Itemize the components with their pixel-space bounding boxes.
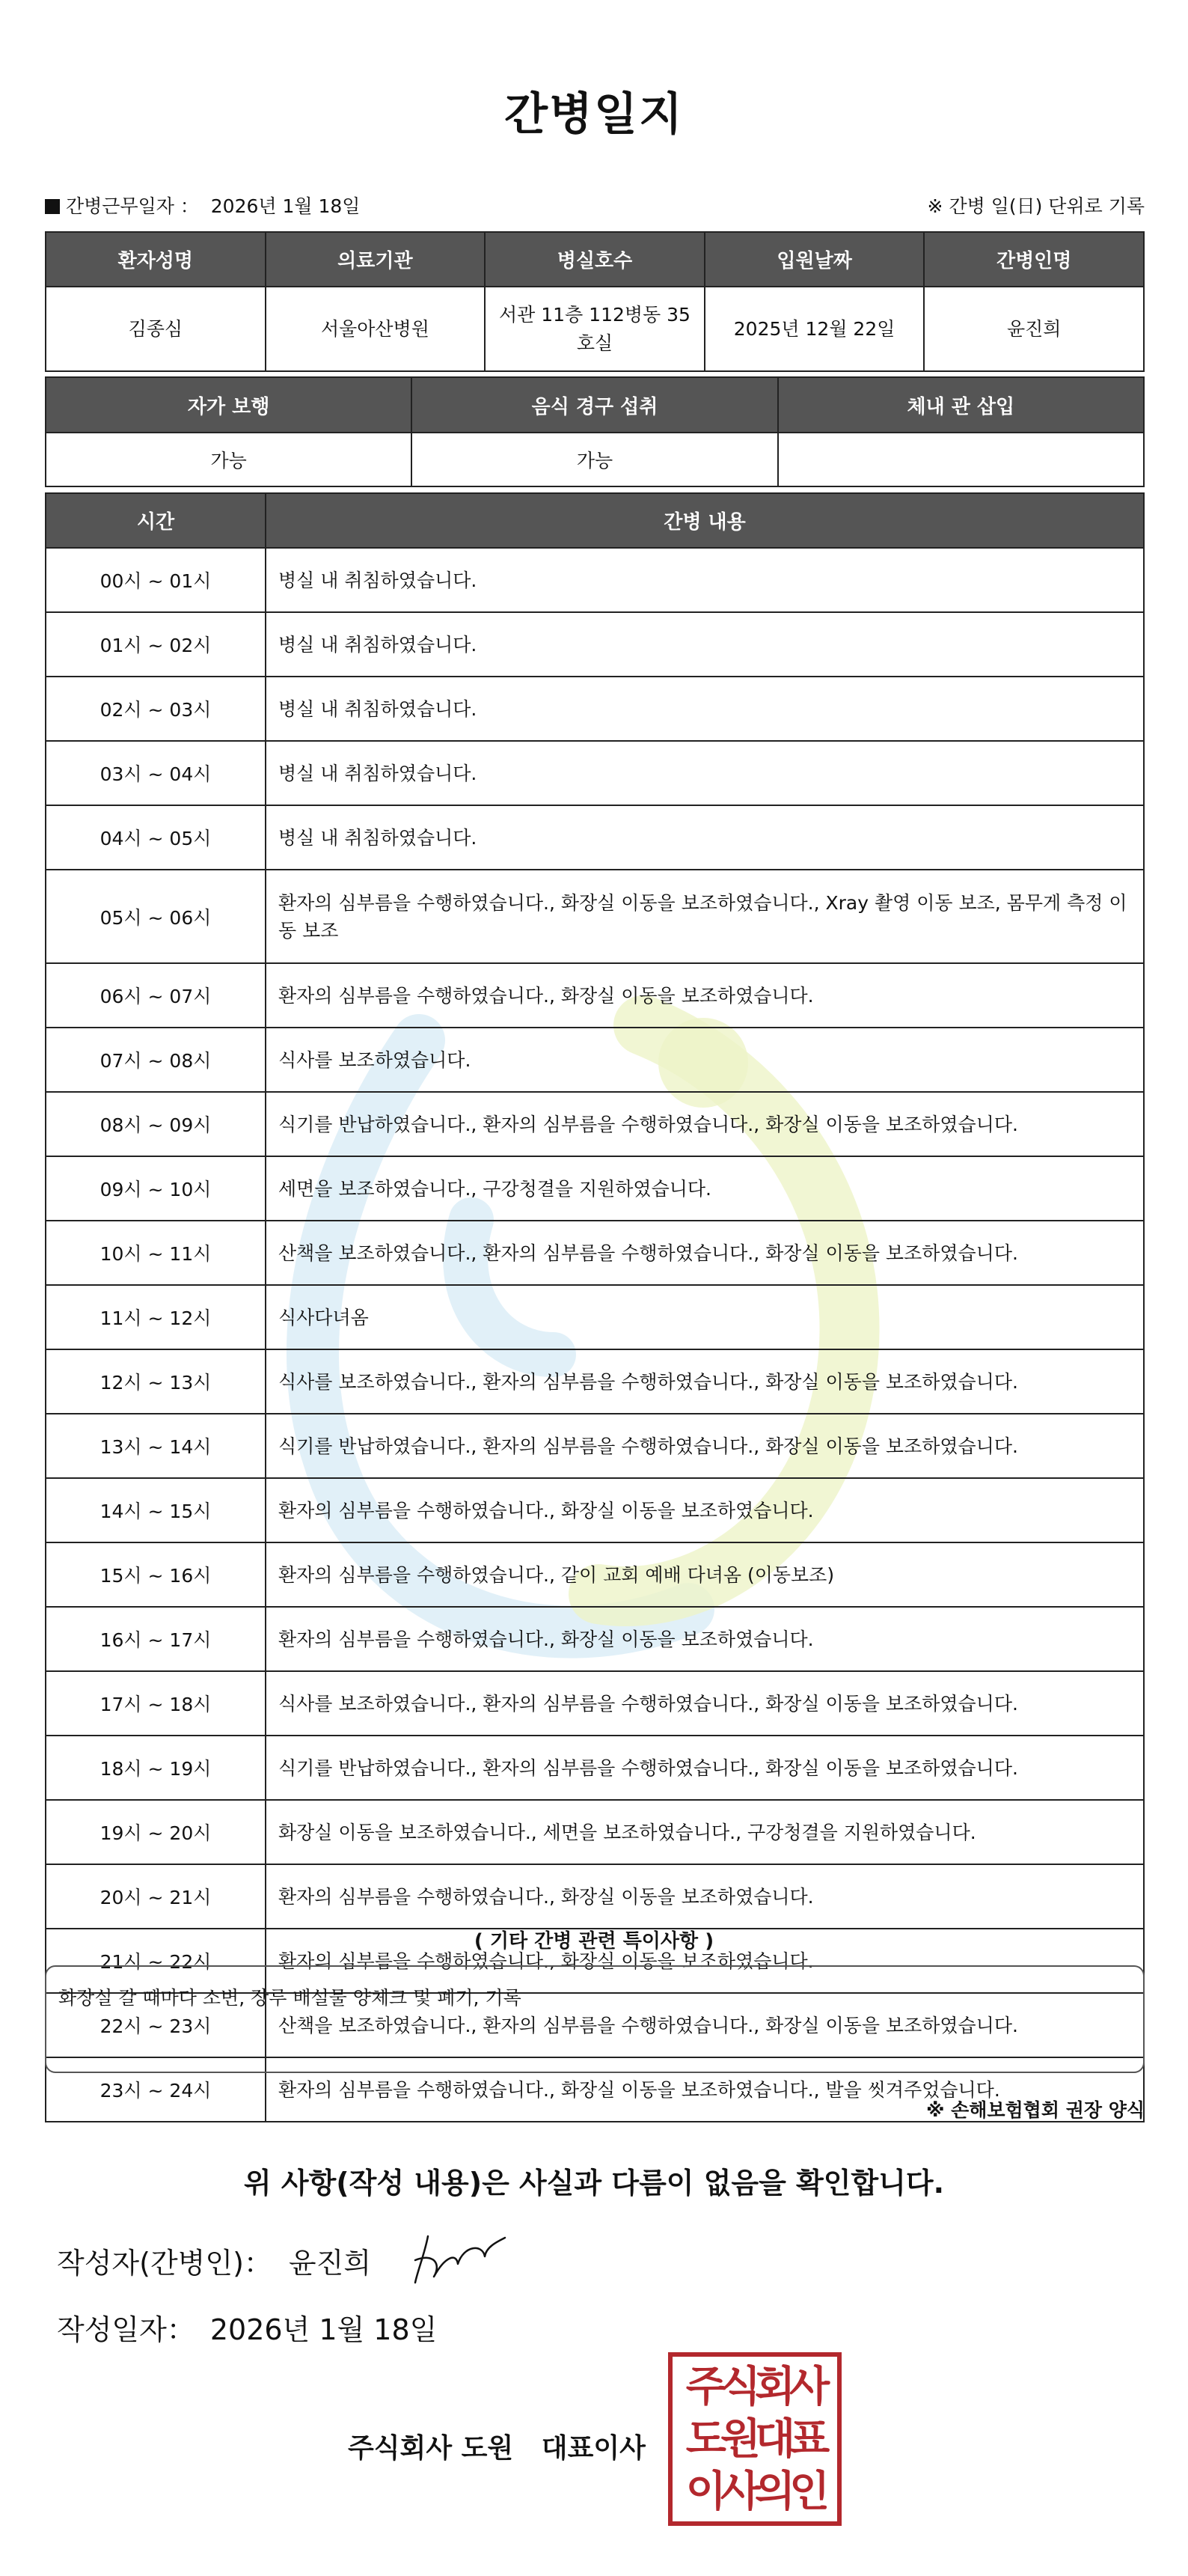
self-walking-header: 자가 보행 (46, 377, 411, 433)
log-row (46, 1349, 1144, 1414)
company-seal (668, 2352, 842, 2526)
log-time: 08시 ~ 09시 (46, 1092, 266, 1156)
company-signature: 주식회사 도원 대표이사 (348, 2433, 646, 2464)
log-time: 19시 ~ 20시 (46, 1800, 266, 1864)
seal-line: 주식회사 (685, 2363, 824, 2411)
log-time: 07시 ~ 08시 (46, 1028, 266, 1092)
seal-line: 이사의인 (685, 2467, 824, 2516)
log-content: 병실 내 취침하였습니다. (266, 548, 1144, 612)
special-notes-box: 화장실 갈 때마다 소변, 장루 배설물 양체크 및 폐기, 기록 (45, 1965, 1145, 2073)
caregiver: 윤진희 (924, 287, 1144, 371)
log-row (46, 1542, 1144, 1607)
log-row (46, 1607, 1144, 1671)
hospital: 서울아산병원 (266, 287, 486, 371)
room-header: 병실호수 (485, 232, 705, 287)
log-content: 식기를 반납하였습니다., 환자의 심부름을 수행하였습니다., 화장실 이동을 보조하였습니다. (266, 1092, 1144, 1156)
unit-note: ※ 간병 일(日) 단위로 기록 (927, 195, 1145, 217)
special-notes-caption: ( 기타 간병 관련 특이사항 ) (474, 1930, 714, 1953)
log-time: 18시 ~ 19시 (46, 1736, 266, 1800)
signature (411, 2230, 509, 2286)
log-time: 00시 ~ 01시 (46, 548, 266, 612)
log-row (46, 1864, 1144, 1929)
admission-date: 2025년 12월 22일 (705, 287, 925, 371)
log-content: 산책을 보조하였습니다., 환자의 심부름을 수행하였습니다., 화장실 이동을 보조하였습니다. (266, 1993, 1144, 2057)
writer-name: 윤진희 (288, 2247, 372, 2280)
room: 서관 11층 112병동 35호실 (485, 287, 705, 371)
square-bullet-icon (45, 199, 60, 214)
written-date-label: 작성일자： (57, 2313, 195, 2346)
work-date (45, 192, 360, 219)
log-time: 17시 ~ 18시 (46, 1671, 266, 1736)
log-row (46, 548, 1144, 612)
written-date-line (57, 2307, 437, 2348)
hospital-header: 의료기관 (266, 232, 486, 287)
log-content: 세면을 보조하였습니다., 구강청결을 지원하였습니다. (266, 1156, 1144, 1221)
time-header: 시간 (46, 493, 266, 548)
log-time: 10시 ~ 11시 (46, 1221, 266, 1285)
log-row (46, 1800, 1144, 1864)
writer-label: 작성자(간병인)： (57, 2247, 272, 2280)
log-time: 12시 ~ 13시 (46, 1349, 266, 1414)
status-table (45, 376, 1145, 487)
log-time: 20시 ~ 21시 (46, 1864, 266, 1929)
log-row (46, 1092, 1144, 1156)
tube-insertion-header: 체내 관 삽입 (778, 377, 1144, 433)
log-time: 13시 ~ 14시 (46, 1414, 266, 1478)
care-log-table (45, 492, 1145, 2122)
seal-line: 도원대표 (685, 2415, 824, 2464)
log-content: 식사를 보조하였습니다., 환자의 심부름을 수행하였습니다., 화장실 이동을 보조하였습니다. (266, 1349, 1144, 1414)
log-row (46, 963, 1144, 1028)
written-date: 2026년 1월 18일 (209, 2313, 438, 2346)
log-time: 11시 ~ 12시 (46, 1285, 266, 1349)
log-time: 01시 ~ 02시 (46, 612, 266, 677)
writer-line (57, 2240, 371, 2281)
patient-name-header: 환자성명 (46, 232, 266, 287)
log-row (46, 1285, 1144, 1349)
log-content: 병실 내 취침하였습니다. (266, 805, 1144, 870)
log-content: 환자의 심부름을 수행하였습니다., 화장실 이동을 보조하였습니다. (266, 1478, 1144, 1542)
log-time: 16시 ~ 17시 (46, 1607, 266, 1671)
log-row (46, 1221, 1144, 1285)
log-content: 환자의 심부름을 수행하였습니다., 화장실 이동을 보조하였습니다. (266, 1929, 1144, 1993)
patient-name: 김종심 (46, 287, 266, 371)
work-date-row (45, 192, 1145, 222)
tube-insertion (778, 433, 1144, 486)
patient-info-table (45, 231, 1145, 372)
log-content: 환자의 심부름을 수행하였습니다., 화장실 이동을 보조하였습니다. (266, 963, 1144, 1028)
log-content: 병실 내 취침하였습니다. (266, 741, 1144, 805)
care-log-body (46, 548, 1144, 2122)
log-row (46, 1414, 1144, 1478)
log-content: 산책을 보조하였습니다., 환자의 심부름을 수행하였습니다., 화장실 이동을 보조하였습니다. (266, 1221, 1144, 1285)
log-row (46, 1156, 1144, 1221)
log-content: 식사다녀옴 (266, 1285, 1144, 1349)
log-row (46, 1671, 1144, 1736)
log-row (46, 1736, 1144, 1800)
log-row (46, 870, 1144, 963)
log-time: 22시 ~ 23시 (46, 1993, 266, 2057)
log-content: 식사를 보조하였습니다. (266, 1028, 1144, 1092)
log-time: 21시 ~ 22시 (46, 1929, 266, 1993)
log-content: 환자의 심부름을 수행하였습니다., 같이 교회 예배 다녀옴 (이동보조) (266, 1542, 1144, 1607)
log-row (46, 612, 1144, 677)
admission-date-header: 입원날짜 (705, 232, 925, 287)
caregiver-header: 간병인명 (924, 232, 1144, 287)
log-time: 03시 ~ 04시 (46, 741, 266, 805)
log-row (46, 741, 1144, 805)
log-content: 식사를 보조하였습니다., 환자의 심부름을 수행하였습니다., 화장실 이동을 보조하였습니다. (266, 1671, 1144, 1736)
oral-intake: 가능 (411, 433, 777, 486)
log-row (46, 805, 1144, 870)
log-row (46, 1028, 1144, 1092)
recommendation-note: ※ 손해보험협회 권장 양식 (926, 2099, 1145, 2121)
work-date-label: 간병근무일자 ： (66, 195, 199, 217)
log-content: 환자의 심부름을 수행하였습니다., 화장실 이동을 보조하였습니다. (266, 1607, 1144, 1671)
log-time: 23시 ~ 24시 (46, 2057, 266, 2122)
log-time: 09시 ~ 10시 (46, 1156, 266, 1221)
self-walking: 가능 (46, 433, 411, 486)
log-content: 환자의 심부름을 수행하였습니다., 화장실 이동을 보조하였습니다. (266, 1864, 1144, 1929)
work-date-value: 2026년 1월 18일 (210, 195, 361, 217)
log-row (46, 677, 1144, 741)
log-time: 02시 ~ 03시 (46, 677, 266, 741)
confirmation-statement: 위 사항(작성 내용)은 사실과 다름이 없음을 확인합니다. (243, 2167, 945, 2200)
page-title: 간병일지 (504, 88, 684, 141)
log-content: 병실 내 취침하였습니다. (266, 612, 1144, 677)
oral-intake-header: 음식 경구 섭취 (411, 377, 777, 433)
content-header: 간병 내용 (266, 493, 1144, 548)
log-time: 05시 ~ 06시 (46, 870, 266, 963)
log-content: 병실 내 취침하였습니다. (266, 677, 1144, 741)
log-content: 식기를 반납하였습니다., 환자의 심부름을 수행하였습니다., 화장실 이동을 보조하였습니다. (266, 1414, 1144, 1478)
log-time: 04시 ~ 05시 (46, 805, 266, 870)
log-content: 환자의 심부름을 수행하였습니다., 화장실 이동을 보조하였습니다., 발을 씻겨주었습니다. (266, 2057, 1144, 2122)
log-time: 15시 ~ 16시 (46, 1542, 266, 1607)
log-row (46, 1478, 1144, 1542)
log-content: 식기를 반납하였습니다., 환자의 심부름을 수행하였습니다., 화장실 이동을 보조하였습니다. (266, 1736, 1144, 1800)
log-time: 06시 ~ 07시 (46, 963, 266, 1028)
log-content: 환자의 심부름을 수행하였습니다., 화장실 이동을 보조하였습니다., Xray 촬영 이동 보조, 몸무게 측정 이동 보조 (266, 870, 1144, 963)
log-content: 화장실 이동을 보조하였습니다., 세면을 보조하였습니다., 구강청결을 지원하였습니다. (266, 1800, 1144, 1864)
log-time: 14시 ~ 15시 (46, 1478, 266, 1542)
